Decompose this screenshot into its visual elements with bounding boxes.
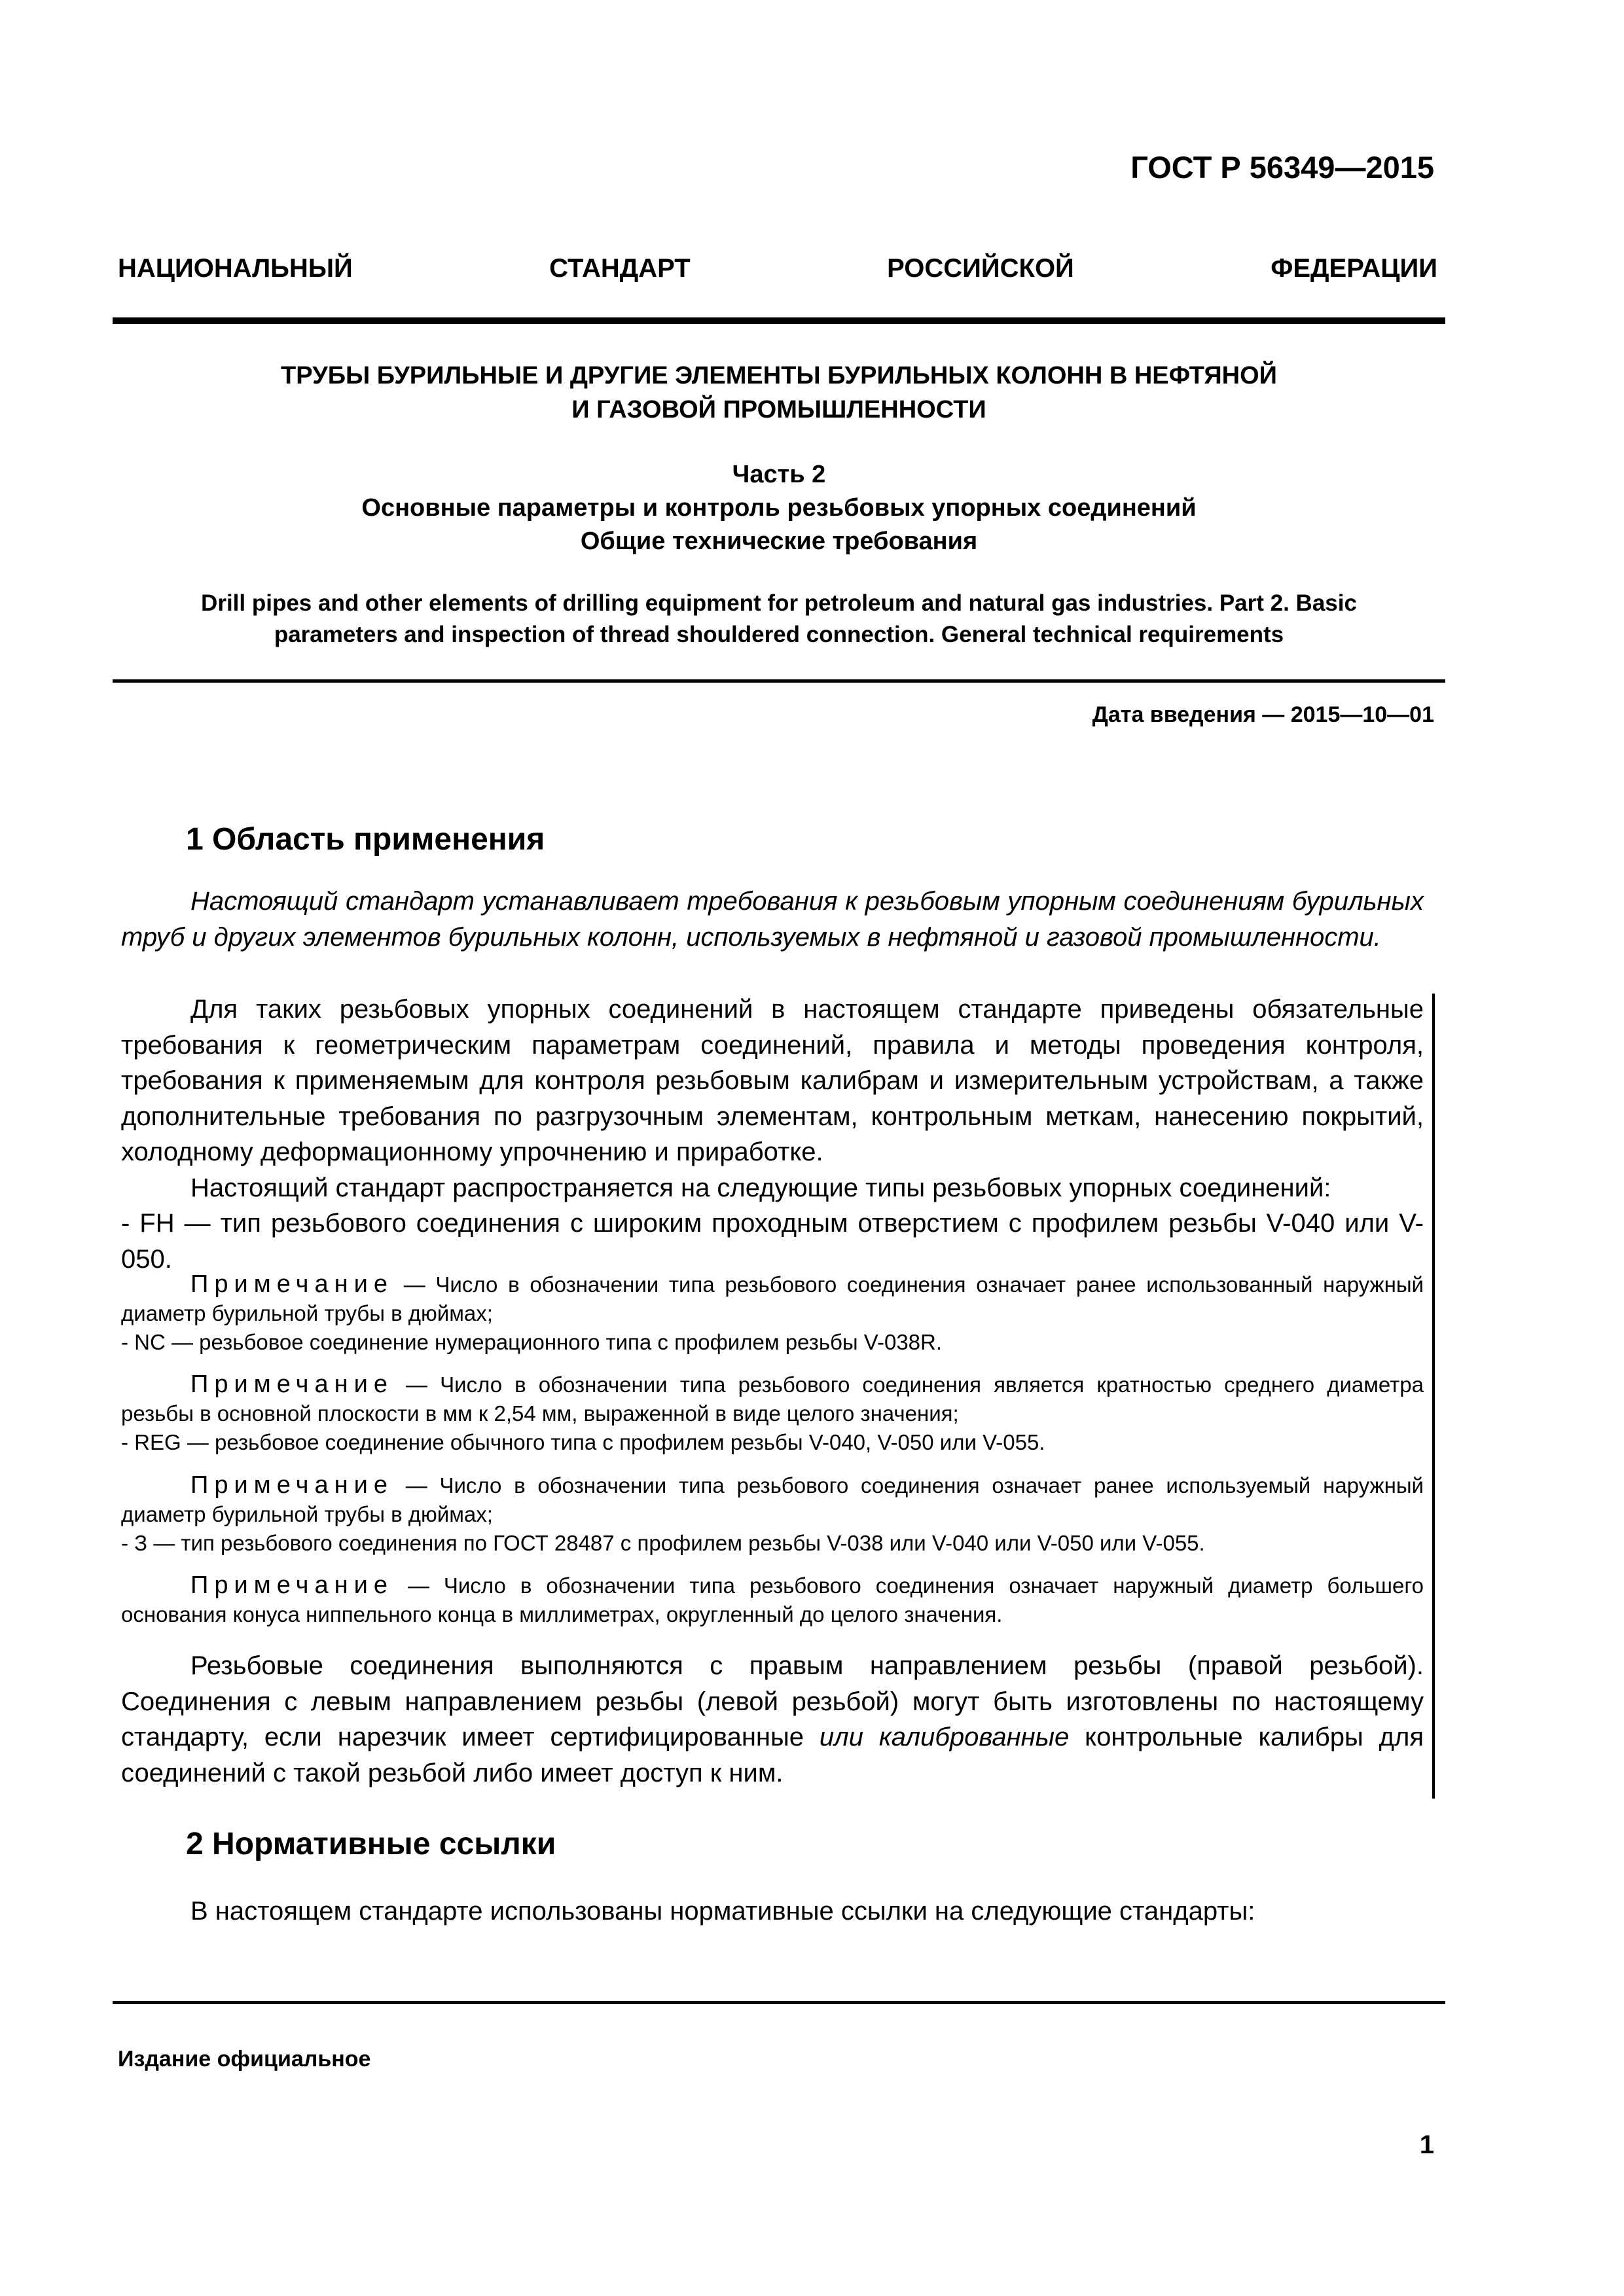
thread-direction-text-italic: или калиброванные: [819, 1723, 1070, 1751]
note-4-text: — Число в обозначении типа резьбового соединения означает наружный диаметр большего основания конуса ниппельного конца в миллиметрах, округленный до целого значения.: [121, 1573, 1424, 1626]
references-paragraph: В настоящем стандарте использованы нормативные ссылки на следующие стандарты:: [190, 1897, 1255, 1926]
section-2-body: [121, 1893, 1424, 1929]
thread-direction-block: [121, 1648, 1424, 1791]
requirements-paragraph: Для таких резьбовых упорных соединений в настоящем стандарте приведены обязательные требования к геометрическим параметрам соединений, правила и методы проведения контроля, требования к применяемым для контроля резьбовым калибрам и измерительным устройствам, а также дополнительные требования по разгрузочным элементам, контрольным меткам, нанесению покрытий, холодному деформационному упрочнению и приработке.: [121, 995, 1424, 1166]
note-4-block: [121, 1571, 1424, 1629]
page-number: 1: [1419, 2130, 1434, 2159]
note-2-label: Примечание: [190, 1371, 393, 1398]
footer-rule: [113, 2001, 1445, 2004]
introduction-date: Дата введения — 2015—10—01: [1092, 702, 1434, 727]
english-title: [113, 588, 1445, 651]
part-block: [113, 458, 1445, 558]
note-4-label: Примечание: [190, 1571, 393, 1599]
note-1-label: Примечание: [190, 1270, 393, 1298]
note-3-label: Примечание: [190, 1471, 393, 1499]
official-edition-label: Издание официальное: [118, 2047, 371, 2072]
note-2-text: — Число в обозначении типа резьбового соединения является кратностью среднего диаметра резьбы в основной плоскости в мм к 2,54 мм, выраженной в виде целого значения;: [121, 1372, 1424, 1426]
english-title-line-1: Drill pipes and other elements of drilling equipment for petroleum and natural gas industries. Part 2. Basic: [201, 590, 1357, 616]
scope-paragraph: Настоящий стандарт устанавливает требования к резьбовым упорным соединениям бурильных труб и других элементов бурильных колонн, используемых в нефтяной и газовой промышленности.: [121, 887, 1424, 952]
note-2-block: [121, 1370, 1424, 1457]
document-code: ГОСТ Р 56349—2015: [1130, 150, 1434, 185]
section-2-heading: 2 Нормативные ссылки: [186, 1827, 556, 1861]
subtitle-line-2: Общие технические требования: [580, 528, 978, 555]
section-1-intro: [121, 884, 1424, 955]
item-fh: - FH — тип резьбового соединения с широким проходным отверстием с профилем резьбы V-040 или V-050.: [121, 1209, 1424, 1274]
item-reg: - REG — резьбовое соединение обычного типа с профилем резьбы V-040, V-050 или V-055.: [121, 1430, 1045, 1454]
change-bar: [1432, 994, 1435, 1799]
section-1-body: [121, 992, 1424, 1277]
subtitle-line-1: Основные параметры и контроль резьбовых упорных соединений: [361, 494, 1197, 522]
title-line-2: И ГАЗОВОЙ ПРОМЫШЛЕННОСТИ: [571, 396, 986, 423]
english-title-line-2: parameters and inspection of thread shouldered connection. General technical requirements: [274, 622, 1284, 647]
thread-direction-paragraph: [121, 1648, 1424, 1791]
item-z: - З — тип резьбового соединения по ГОСТ 28487 с профилем резьбы V-038 или V-040 или V-050 или V-055.: [121, 1531, 1205, 1555]
thread-direction-text-c: контрольные калибры для соединений с такой резьбой либо имеет доступ к ним.: [121, 1723, 1424, 1787]
document-title: [113, 359, 1445, 427]
section-1-heading: 1 Область применения: [186, 822, 545, 857]
note-1-text: — Число в обозначении типа резьбового соединения означает ранее использованный наружный диаметр бурильной трубы в дюймах;: [121, 1272, 1424, 1325]
types-intro-paragraph: Настоящий стандарт распространяется на следующие типы резьбовых упорных соединений:: [190, 1173, 1331, 1202]
item-nc: - NC — резьбовое соединение нумерационного типа с профилем резьбы V-038R.: [121, 1330, 943, 1354]
title-rule: [113, 679, 1445, 683]
title-line-1: ТРУБЫ БУРИЛЬНЫЕ И ДРУГИЕ ЭЛЕМЕНТЫ БУРИЛЬНЫХ КОЛОНН В НЕФТЯНОЙ: [281, 362, 1277, 389]
note-3-text: — Число в обозначении типа резьбового соединения означает ранее используемый наружный диаметр бурильной трубы в дюймах;: [121, 1473, 1424, 1526]
note-1-block: [121, 1270, 1424, 1357]
part-number: Часть 2: [732, 461, 826, 488]
national-standard-banner: НАЦИОНАЛЬНЫЙ СТАНДАРТ РОССИЙСКОЙ ФЕДЕРАЦИИ: [118, 254, 1437, 283]
note-3-block: [121, 1471, 1424, 1558]
header-rule: [113, 317, 1445, 324]
thread-direction-text-a: Резьбовые соединения выполняются с правым направлением резьбы (правой резьбой). Соединения с левым направлением резьбы (левой резьбой) могут быть изготовлены по настоящему стандарту, если нарезчик имеет сертифицированные: [121, 1651, 1424, 1751]
